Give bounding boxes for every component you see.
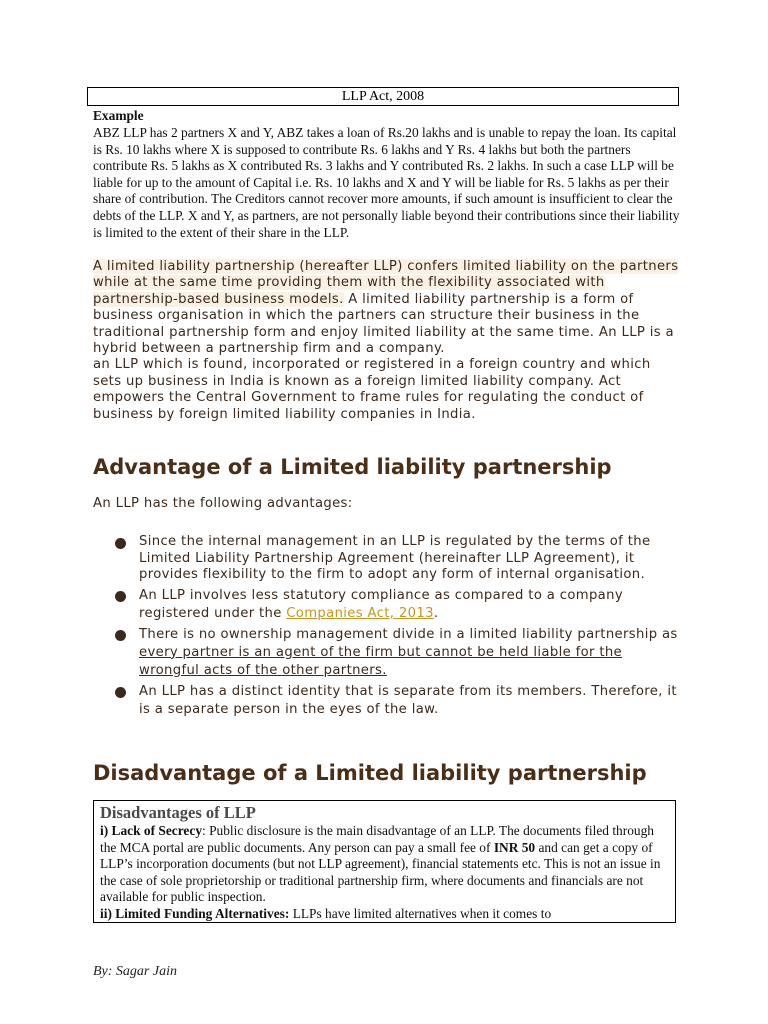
companies-act-link[interactable]: Companies Act, 2013 bbox=[286, 605, 434, 621]
advantages-heading: Advantage of a Limited liability partnership bbox=[93, 455, 612, 479]
example-paragraph: ABZ LLP has 2 partners X and Y, ABZ takes a loan of Rs.20 lakhs and is unable to repay the loan. Its capital is Rs. 10 lakhs where X is supposed to contribute Rs. 6 lakhs and Y Rs. 4 lakhs but both the partners contribute Rs. 5 lakhs as X contributed Rs. 3 lakhs and Y contributed Rs. 2 lakhs. In such a case LLP will be liable for up to the amount of Capital i.e. Rs. 10 lakhs and X and Y will be liable for Rs. 5 lakhs as per their share of contribution. The Creditors cannot recover more amounts, if such amount is insufficient to clear the debts of the LLP. X and Y, as partners, are not personally liable beyond their contributions since their liability is limited to the extent of their share in the LLP. bbox=[93, 125, 680, 240]
advantages-list bbox=[93, 534, 683, 722]
disadvantage-label: ii) Limited Funding Alternatives: bbox=[100, 905, 290, 921]
list-item bbox=[93, 534, 683, 584]
author-footer: By: Sagar Jain bbox=[93, 964, 177, 979]
foreign-llp-text: an LLP which is found, incorporated or registered in a foreign country and which sets up business in India is known as a foreign limited liability company. Act empowers the Central Government to frame rules for regulating the conduct of business by foreign limited liability companies in India. bbox=[93, 357, 651, 422]
list-item bbox=[93, 683, 683, 719]
fee-amount: INR 50 bbox=[493, 839, 536, 855]
disadvantages-box bbox=[93, 800, 676, 923]
advantage-text: An LLP involves less statutory compliance as compared to a company registered under the bbox=[139, 587, 623, 621]
bullet-icon bbox=[115, 538, 126, 549]
disadvantage-text: LLPs have limited alternatives when it comes to bbox=[289, 905, 552, 921]
disadvantage-text-cont: and can get a copy of LLP’s incorporation documents (but not LLP agreement), financial statements etc. This is not an issue in the case of sole proprietorship or traditional partnership firm, where documents and financials are not available for public inspection. bbox=[100, 839, 661, 905]
list-item bbox=[93, 587, 683, 623]
bullet-icon bbox=[115, 591, 126, 602]
document-header bbox=[87, 87, 679, 106]
advantages-lead: An LLP has the following advantages: bbox=[93, 496, 353, 511]
bullet-icon bbox=[115, 687, 126, 698]
highlighted-definition: A limited liability partnership (hereafter LLP) confers limited liability on the partners while at the same time providing them with the flexibility associated with partnership-based business models. bbox=[93, 259, 679, 307]
intro-paragraph bbox=[93, 259, 683, 423]
disadvantage-item bbox=[100, 823, 669, 906]
advantage-text: An LLP has a distinct identity that is separate from its members. Therefore, it is a separate person in the eyes of the law. bbox=[139, 683, 677, 717]
bullet-icon bbox=[115, 630, 126, 641]
list-item bbox=[93, 626, 683, 680]
disadvantage-item bbox=[100, 906, 669, 923]
disadvantage-text: : Public disclosure is the main disadvantage of an LLP. The documents filed through the MCA portal are public documents. Any person can pay a small fee of bbox=[100, 823, 654, 855]
intro-rest: A limited liability partnership is a form of business organisation in which the partners can structure their business in the traditional partnership form and enjoy limited liability at the same time. An LLP is a hybrid between a partnership firm and a company. bbox=[93, 291, 674, 357]
advantage-text: Since the internal management in an LLP is regulated by the terms of the Limited Liability Partnership Agreement (hereinafter LLP Agreement), it provides flexibility to the firm to adopt any form of internal organisation. bbox=[139, 534, 651, 582]
disadvantage-label: i) Lack of Secrecy bbox=[100, 823, 203, 838]
advantage-text: There is no ownership management divide in a limited liability partnership as bbox=[139, 626, 678, 642]
disadvantages-heading: Disadvantage of a Limited liability partnership bbox=[93, 761, 647, 785]
disadvantages-box-title: Disadvantages of LLP bbox=[100, 803, 256, 822]
header-title: LLP Act, 2008 bbox=[341, 89, 425, 104]
underlined-text: every partner is an agent of the firm but cannot be held liable for the wrongful acts of the other partners. bbox=[139, 644, 623, 678]
advantage-text-end: . bbox=[433, 605, 439, 621]
example-label: Example bbox=[93, 108, 144, 123]
